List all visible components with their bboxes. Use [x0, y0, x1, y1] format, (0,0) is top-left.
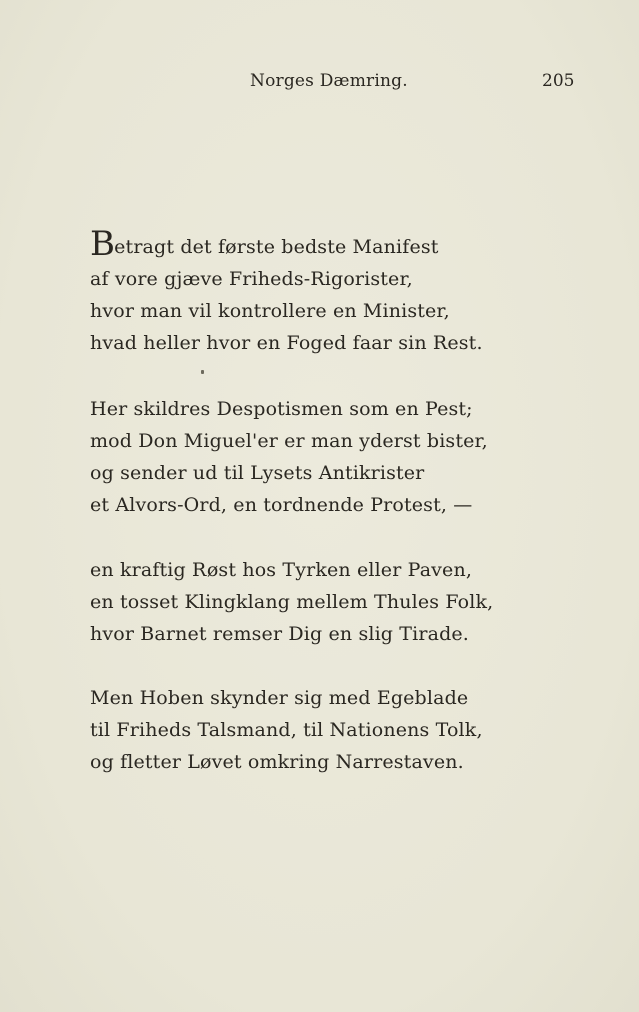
poem-line: til Friheds Talsmand, til Nationens Tolk, — [90, 719, 483, 741]
poem-line: en kraftig Røst hos Tyrken eller Paven, — [90, 559, 473, 581]
print-speck — [201, 370, 204, 374]
poem-line: et Alvors-Ord, en tordnende Protest, — — [90, 494, 473, 516]
poem-line-text: etragt det første bedste Manifest — [114, 236, 439, 258]
stanza-4 — [90, 682, 610, 778]
stanza-3 — [90, 554, 610, 650]
poem-line: Men Hoben skynder sig med Egeblade — [90, 687, 469, 709]
stanza-2 — [90, 393, 610, 521]
poem-line: og fletter Løvet omkring Narrestaven. — [90, 751, 464, 773]
poem-line: mod Don Miguel'er er man yderst bister, — [90, 430, 488, 452]
poem-line — [90, 224, 610, 264]
poem-line: Her skildres Despotismen som en Pest; — [90, 398, 473, 420]
stanza-1 — [90, 224, 610, 359]
poem-line: hvad heller hvor en Foged faar sin Rest. — [90, 332, 483, 354]
poem-line: og sender ud til Lysets Antikrister — [90, 462, 425, 484]
poem-line: en tosset Klingklang mellem Thules Folk, — [90, 591, 494, 613]
drop-cap: B — [90, 224, 116, 264]
poem-line: af vore gjæve Friheds-Rigorister, — [90, 268, 413, 290]
poem-line: hvor man vil kontrollere en Minister, — [90, 300, 450, 322]
running-header-title: Norges Dæmring. — [250, 71, 408, 91]
poem-line: hvor Barnet remser Dig en slig Tirade. — [90, 623, 469, 645]
page-number: 205 — [542, 71, 575, 91]
